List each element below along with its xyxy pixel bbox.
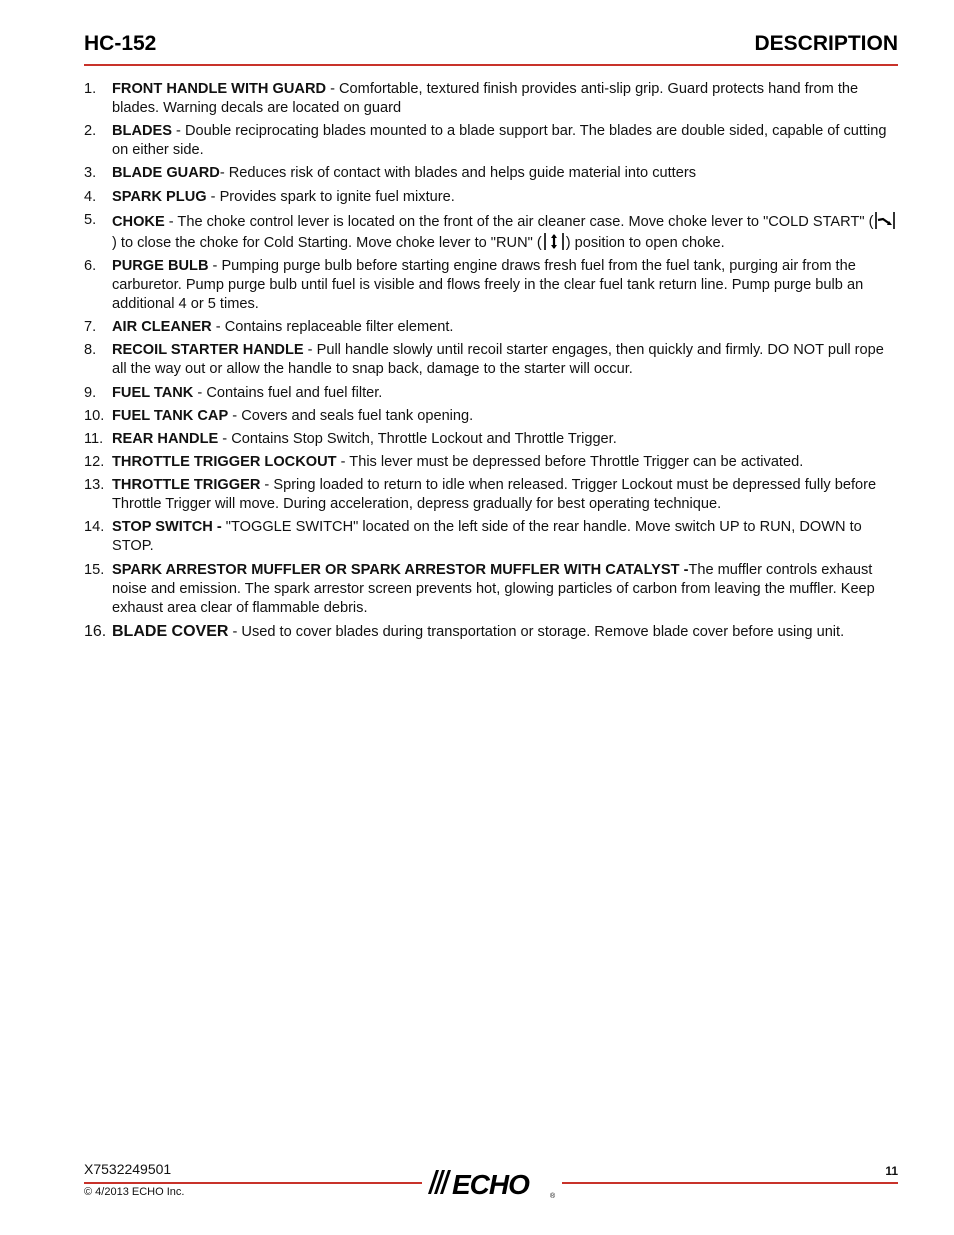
list-item — [84, 318, 898, 337]
svg-text:®: ® — [550, 1193, 556, 1200]
list-item — [84, 122, 898, 160]
item-text: - Pumping purge bulb before starting engine draws fresh fuel from the fuel tank, purging air from the carburetor. Pump purge bulb until fuel is visible and flows freely in the clear fuel tank return line. Pump purge bulb an additional 4 or 5 times. — [112, 257, 864, 312]
list-item — [84, 407, 898, 426]
section-title: DESCRIPTION — [754, 32, 898, 55]
page-footer — [84, 1158, 898, 1208]
item-text: - This lever must be depressed before Throttle Trigger can be activated. — [336, 454, 804, 471]
item-number: 8. — [84, 342, 97, 359]
list-item — [84, 211, 898, 253]
list-item — [84, 257, 898, 314]
item-term: THROTTLE TRIGGER — [112, 477, 261, 494]
item-number: 15. — [84, 561, 105, 578]
item-number: 13. — [84, 477, 105, 494]
item-number: 1. — [84, 81, 97, 97]
item-term: REAR HANDLE — [112, 430, 219, 447]
item-text: - Spring loaded to return to idle when released. Trigger Lockout must be depressed fully before Throttle Trigger will move. During acceleration, depress gradually for best operating technique. — [112, 477, 877, 513]
item-term: BLADE GUARD — [112, 165, 220, 182]
item-term: THROTTLE TRIGGER LOCKOUT — [112, 454, 337, 471]
item-text: - Double reciprocating blades mounted to a blade support bar. The blades are double sided, capable of cutting on either side. — [112, 123, 887, 159]
item-term: CHOKE — [112, 213, 165, 230]
item-number: 16. — [84, 622, 107, 640]
model-title: HC-152 — [84, 32, 157, 55]
list-item — [84, 518, 898, 556]
svg-text:ECHO: ECHO — [452, 1169, 529, 1200]
item-text: ) to close the choke for Cold Starting. Move choke lever to "RUN" ( — [112, 234, 542, 251]
list-item — [84, 430, 898, 449]
part-number: X7532249501 — [84, 1161, 172, 1177]
item-text: - Contains Stop Switch, Throttle Lockout and Throttle Trigger. — [218, 430, 617, 447]
choke-cold-icon — [874, 211, 896, 230]
item-term: FUEL TANK — [112, 384, 194, 401]
list-item — [84, 561, 898, 618]
item-text: - Contains replaceable filter element. — [211, 319, 454, 336]
list-item — [84, 341, 898, 379]
item-term: STOP SWITCH - — [112, 519, 222, 536]
item-term: FUEL TANK CAP — [112, 407, 229, 424]
item-text: - The choke control lever is located on the front of the air cleaner case. Move choke lever to "COLD START" ( — [164, 213, 874, 230]
item-text: - Covers and seals fuel tank opening. — [228, 407, 474, 424]
item-number: 11. — [84, 430, 104, 447]
echo-logo — [422, 1164, 562, 1202]
list-item — [84, 453, 898, 472]
item-text: - Comfortable, textured finish provides anti-slip grip. Guard protects hand from the blades. Warning decals are located on guard — [112, 81, 859, 116]
item-number: 3. — [84, 165, 97, 182]
item-text: - Used to cover blades during transportation or storage. Remove blade cover before using unit. — [228, 623, 845, 640]
item-number: 14. — [84, 519, 105, 536]
item-text: - Pull handle slowly until recoil starter engages, then quickly and firmly. DO NOT pull rope all the way out or allow the handle to snap back, damage to the starter will occur. — [112, 342, 884, 378]
page-header — [84, 30, 898, 66]
item-term: FRONT HANDLE WITH GUARD — [112, 81, 327, 97]
item-number: 4. — [84, 188, 97, 205]
item-number: 10. — [84, 407, 105, 424]
item-number: 7. — [84, 319, 97, 336]
item-term: SPARK ARRESTOR MUFFLER OR SPARK ARRESTOR MUFFLER WITH CATALYST - — [112, 561, 689, 578]
item-term: AIR CLEANER — [112, 319, 212, 336]
item-text: - Provides spark to ignite fuel mixture. — [206, 188, 455, 205]
item-term: BLADES — [112, 123, 172, 140]
item-text: - Reduces risk of contact with blades and helps guide material into cutters — [219, 165, 697, 182]
item-text: The muffler controls exhaust noise and emission. The spark arrestor screen prevents hot, glowing particles of carbon from leaving the muffler. Keep exhaust area clear of flammable debris. — [112, 561, 875, 616]
list-item — [84, 188, 898, 207]
item-number: 2. — [84, 123, 97, 140]
item-number: 5. — [84, 211, 97, 228]
list-item — [84, 384, 898, 403]
footer-rule-right — [562, 1182, 898, 1184]
item-term: SPARK PLUG — [112, 188, 207, 205]
item-number: 9. — [84, 384, 97, 401]
list-item — [84, 80, 898, 118]
item-term: BLADE COVER — [112, 622, 229, 640]
item-number: 6. — [84, 257, 97, 274]
item-term: RECOIL STARTER HANDLE — [112, 342, 304, 359]
page-number: 11 — [885, 1164, 898, 1178]
item-term: PURGE BULB — [112, 257, 209, 274]
list-item — [84, 164, 898, 183]
footer-rule-left — [84, 1182, 422, 1184]
list-item — [84, 476, 898, 514]
list-item — [84, 622, 898, 642]
choke-run-icon — [543, 232, 565, 251]
item-text: - Contains fuel and fuel filter. — [193, 384, 383, 401]
copyright: © 4/2013 ECHO Inc. — [84, 1186, 185, 1198]
item-number: 12. — [84, 454, 105, 471]
item-text: "TOGGLE SWITCH" located on the left side of the rear handle. Move switch UP to RUN, DOWN to STOP. — [112, 519, 862, 555]
description-list — [84, 80, 898, 646]
item-text: ) position to open choke. — [565, 234, 725, 251]
